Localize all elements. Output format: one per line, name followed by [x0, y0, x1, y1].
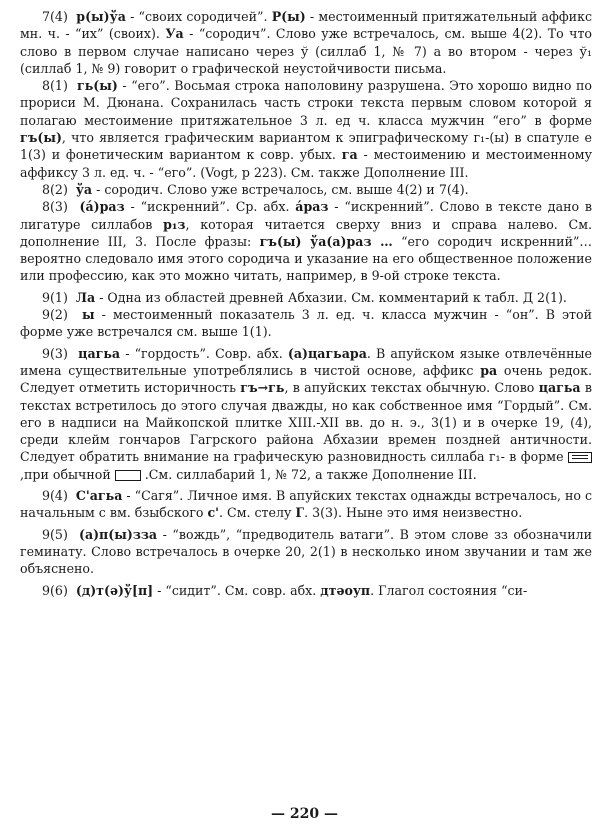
- entry-label: 9(5): [42, 526, 68, 542]
- term: цагьа: [538, 380, 581, 396]
- term: с': [207, 505, 220, 521]
- term: гь(ы): [77, 78, 118, 94]
- term: Уа: [165, 26, 184, 42]
- text-segment: очень редок. Следует отметить историчность: [20, 362, 593, 396]
- commentary-paragraph: [20, 306, 592, 341]
- syllable-glyph-icon: [115, 470, 141, 481]
- term: цагьа: [78, 345, 121, 361]
- term: (д)т(ə)ў[п]: [75, 582, 154, 598]
- text-segment: в текстах встретилось до этого случая дважды, но как собственное имя “Гордый”. См. его в надписи на Майкопской плитке XIII.-XII вв. до н. э., 3(1) и в очерке 19, (4), среди клейм гончаров Гагрского района Абхазии времен поздней античности. Следует обратить внимание на графическую разновидность силлаба г₁- в форме: [20, 380, 593, 465]
- text-segment: - “сидит”. См. совр. абх.: [153, 582, 321, 598]
- text-segment: . См. стелу: [219, 505, 296, 521]
- entry-label: 9(3): [42, 345, 68, 361]
- text-segment: , что является графическим вариантом к эпиграфическому г₁-(ы) в спатуле е 1(3) и фонетическим вариантом к совр. убых.: [20, 130, 592, 163]
- syllable-glyph-icon: [568, 452, 592, 463]
- text-segment: ,при обычной: [20, 466, 115, 482]
- term: Г: [295, 505, 305, 521]
- term: ы: [81, 307, 95, 323]
- term: Р(ы): [271, 9, 306, 24]
- term: С'агьа: [75, 488, 123, 504]
- page-number: — 220 —: [271, 806, 338, 822]
- text-segment: - “его”. Восьмая строка наполовину разрушена. Это хорошо видно по прориси М. Дюнана. Сохранилась часть строки текста первым словом которой я полагаю местоимение притяжательное 3 л. ед ч. класса мужчин “его” в форме: [20, 78, 592, 128]
- commentary-paragraph: [20, 582, 592, 599]
- entry-label: 8(3): [42, 199, 68, 215]
- commentary-paragraph: [20, 198, 592, 284]
- term: ра: [480, 362, 498, 378]
- term: гъ(ы): [20, 130, 62, 146]
- text-segment: , в апуйских текстах обычную. Слово: [284, 380, 539, 396]
- commentary-paragraph: [20, 77, 592, 181]
- text-segment: “его сородич искренний”… вероятно следовало имя этого сородича и указание на его общественное положение или профессию, как это можно читать, например, в 9-ой строке текста.: [20, 233, 592, 284]
- text-segment: - “вождь”, “предводитель ватаги”. В этом слове зз обозначили геминату. Слово встречалось в очерке 20, 2(1) в несколько ином звучании и там же объяснено.: [20, 526, 592, 577]
- entry-label: 9(4): [42, 488, 68, 504]
- text-segment: - “искренний”. Слово в тексте дано в лигатуре силлабов: [20, 199, 592, 232]
- text-segment: . В апуйском языке отвлечённые имена существительные употреблялись в чистой основе, аффикс: [20, 345, 592, 378]
- term: р(ы)ўа: [76, 9, 126, 24]
- commentary-paragraph: [20, 289, 592, 306]
- text-segment: - “искренний”. Ср. абх.: [124, 199, 296, 215]
- text-segment: - “своих сородичей”.: [125, 9, 272, 24]
- text-segment: - “гордость”. Совр. абх.: [120, 345, 288, 361]
- document-body: [20, 8, 592, 599]
- term: гъ(ы) ўа(а)раз …: [259, 233, 393, 249]
- term: га: [341, 147, 358, 163]
- text-segment: .См. силлабарий 1, № 72, а также Дополнение III.: [140, 466, 477, 482]
- text-segment: . 3(3). Ныне это имя неизвестно.: [304, 505, 523, 521]
- commentary-paragraph: [20, 345, 592, 483]
- term: Ла: [75, 289, 96, 305]
- commentary-paragraph: [20, 526, 592, 578]
- term: дтəоуп: [320, 582, 371, 598]
- entry-label: 8(1): [42, 78, 68, 94]
- term: (а)цагьара: [287, 345, 367, 361]
- text-segment: - местоименный показатель 3 л. ед. ч. класса мужчин - “он”. В этой форме уже встречался см. выше 1(1).: [20, 307, 592, 340]
- entry-label: 9(1): [42, 289, 68, 305]
- term: р₁з: [163, 216, 186, 232]
- commentary-paragraph: [20, 487, 592, 522]
- term: (á)раз: [79, 199, 125, 215]
- text-segment: - местоимению и местоименному аффиксу 3 л. ед. ч. - “его”. (Vogt, p 223). См. также Дополнение III.: [20, 147, 592, 180]
- entry-label: 7(4): [42, 9, 68, 24]
- text-segment: - местоименный притяжательный аффикс мн. ч. - “их” (своих).: [20, 9, 592, 42]
- term: гъ→гь: [240, 380, 285, 396]
- text-segment: - сородич. Слово уже встречалось, см. выше 4(2) и 7(4).: [92, 181, 469, 197]
- text-segment: - “Сагя”. Личное имя. В апуйских текстах однажды встречалось, но с начальным с вм. бзыбского: [20, 488, 592, 521]
- text-segment: - Одна из областей древней Абхазии. См. комментарий к табл. Д 2(1).: [95, 289, 567, 305]
- text-segment: - “сородич”. Слово уже встречалось, см. выше 4(2). То что слово в первом случае написано через ў (силлаб 1, № 7) а во втором - через ў₁ (силлаб 1, № 9) говорит о графической неустойчивости письма.: [20, 26, 592, 76]
- term: áраз: [295, 199, 329, 215]
- entry-label: 9(6): [42, 582, 68, 598]
- text-segment: , которая читается сверху вниз и справа налево. См. дополнение III, 3. После фразы:: [20, 216, 592, 249]
- commentary-paragraph: [20, 8, 592, 77]
- text-segment: . Глагол состояния “си-: [370, 582, 528, 598]
- term: ўа: [75, 181, 93, 197]
- commentary-paragraph: [20, 181, 592, 198]
- entry-label: 8(2): [42, 181, 68, 197]
- entry-label: 9(2): [42, 307, 68, 323]
- term: (а)п(ы)зза: [78, 526, 158, 542]
